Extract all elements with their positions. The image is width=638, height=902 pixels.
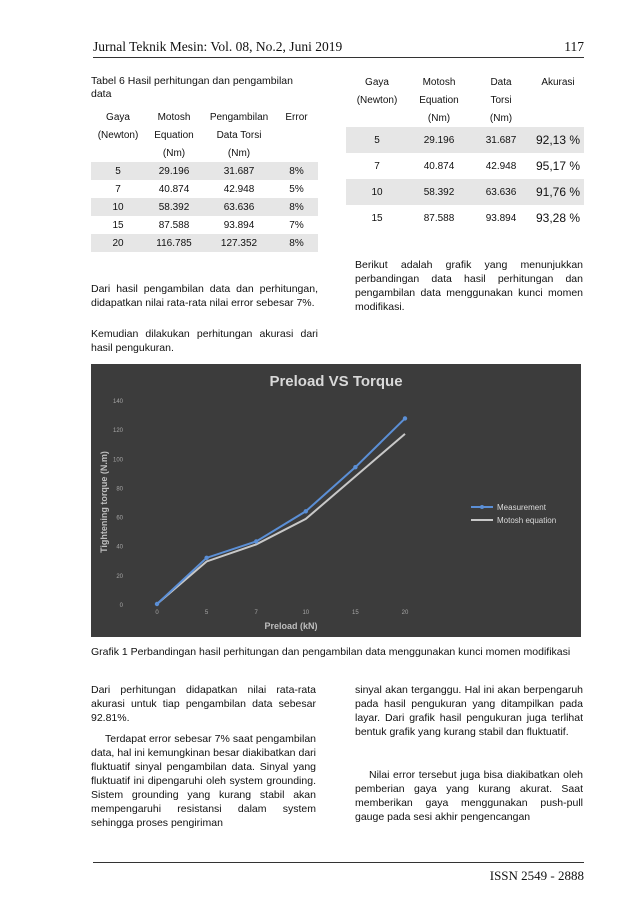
table-row	[91, 216, 318, 234]
table6-header-cell	[91, 144, 145, 162]
table-cell: 8%	[275, 234, 318, 252]
table-cell: 15	[112, 219, 124, 231]
chart-title: Preload VS Torque	[269, 373, 403, 390]
table-cell: 7	[374, 160, 380, 172]
table-cell: 58.392	[408, 179, 470, 205]
table-row	[346, 179, 584, 205]
accuracy-header-cell: (Nm)	[489, 112, 513, 124]
table6-header-cell: (Newton)	[97, 129, 139, 141]
table-cell: 93.894	[485, 212, 517, 224]
accuracy-header-cell: (Nm)	[427, 112, 451, 124]
accuracy-header-cell	[532, 109, 584, 127]
table-cell: 87.588	[423, 212, 455, 224]
y-tick-label: 80	[116, 486, 123, 493]
y-tick-label: 20	[116, 573, 123, 580]
table-row	[346, 127, 584, 153]
accuracy-header-row	[346, 91, 584, 109]
table6-header-cell: (Nm)	[162, 147, 186, 159]
legend-marker	[480, 505, 484, 509]
journal-header: Jurnal Teknik Mesin: Vol. 08, No.2, Juni 2019	[93, 39, 343, 54]
table6-caption: Tabel 6 Hasil perhitungan dan pengambilan data	[91, 75, 293, 100]
legend-label: Motosh equation	[497, 516, 557, 525]
table-cell: 15	[371, 212, 383, 224]
x-tick-label: 20	[401, 610, 409, 616]
table-cell: 10	[346, 179, 408, 205]
accuracy-header-cell	[346, 109, 408, 127]
table-cell: 42.948	[485, 160, 517, 172]
accuracy-header-cell: Data	[490, 76, 512, 88]
x-tick-label: 10	[302, 610, 310, 616]
table-cell: 5%	[289, 183, 304, 195]
accuracy-header-cell: (Newton)	[356, 94, 398, 106]
measurement-point	[254, 539, 258, 543]
accuracy-header-cell: Akurasi	[541, 76, 575, 88]
x-tick-label: 7	[254, 610, 258, 616]
x-tick-label: 5	[204, 610, 209, 616]
table-row	[91, 162, 318, 180]
accuracy-header-cell: Gaya	[365, 76, 389, 88]
header-divider	[93, 57, 584, 58]
y-tick-label: 120	[112, 428, 123, 435]
accuracy-header-cell: Motosh	[422, 76, 456, 88]
table-cell: 8%	[275, 162, 318, 180]
x-tick-label: 0	[155, 610, 159, 616]
table-cell: 63.636	[203, 198, 275, 216]
table-cell: 7%	[289, 219, 304, 231]
table6-header-cell	[275, 126, 318, 144]
measurement-point	[155, 602, 159, 606]
y-tick-label: 140	[112, 399, 123, 405]
table-cell: 116.785	[145, 234, 203, 252]
accuracy-cell: 92,13 %	[532, 127, 584, 153]
series-line-motosh-equation	[157, 434, 405, 604]
table-cell: 10	[91, 198, 145, 216]
y-tick-label: 100	[112, 457, 123, 464]
measurement-point	[403, 416, 407, 420]
y-axis-label: Tightening torque (N.m)	[99, 451, 109, 553]
paragraph-error-average: Dari hasil pengambilan data dan perhitungan, didapatkan nilai rata-rata nilai error sebesar 7%.	[91, 283, 318, 309]
table-cell: 31.687	[203, 162, 275, 180]
chart-panel	[91, 364, 581, 637]
table-cell: 93.894	[223, 219, 255, 231]
table-cell: 29.196	[408, 127, 470, 153]
table-row	[91, 198, 318, 216]
table6-header-cell: Motosh	[157, 111, 191, 123]
table-cell: 58.392	[145, 198, 203, 216]
table-cell: 20	[91, 234, 145, 252]
table6	[91, 108, 318, 252]
table6-header-cell	[275, 144, 318, 162]
accuracy-table	[346, 73, 584, 231]
accuracy-cell: 95,17 %	[535, 158, 581, 173]
table-cell: 40.874	[158, 183, 190, 195]
table-cell: 7	[115, 183, 121, 195]
chart-caption: Grafik 1 Perbandingan hasil perhitungan dan pengambilan data menggunakan kunci momen modifikasi	[91, 646, 571, 658]
table-cell: 8%	[275, 198, 318, 216]
table-cell: 31.687	[470, 127, 532, 153]
footer-divider	[93, 862, 584, 863]
y-tick-label: 60	[116, 515, 123, 522]
accuracy-header-cell: Equation	[419, 94, 459, 106]
table-cell: 42.948	[223, 183, 255, 195]
preload-torque-chart	[91, 364, 581, 637]
table6-header-cell: Gaya	[106, 111, 130, 123]
x-tick-label: 15	[352, 610, 359, 616]
paragraph-force-error: Nilai error tersebut juga bisa diakibatkan oleh pemberian gaya yang kurang akurat. Saat memberikan gaya menggunakan push-pull gauge pada sesi akhir pengencangan	[355, 769, 583, 823]
accuracy-header-cell	[532, 91, 584, 109]
accuracy-cell: 91,76 %	[532, 179, 584, 205]
table6-header-row	[91, 144, 318, 162]
table6-header-cell: Pengambilan	[209, 111, 269, 123]
x-axis-label: Preload (kN)	[264, 621, 318, 631]
table-row	[346, 153, 584, 179]
table-cell: 5	[91, 162, 145, 180]
table-row	[91, 180, 318, 198]
table6-header-cell: Equation	[154, 129, 194, 141]
table-cell: 5	[346, 127, 408, 153]
table6-header-row	[91, 108, 318, 126]
table6-header-cell: Data Torsi	[216, 129, 262, 141]
y-tick-label: 0	[119, 603, 123, 609]
table6-header-row	[91, 126, 318, 144]
paragraph-average-accuracy: Dari perhitungan didapatkan nilai rata-rata akurasi untuk tiap pengambilan data sebesar 92.81%.	[91, 684, 316, 724]
issn-footer: ISSN 2549 - 2888	[489, 868, 584, 883]
accuracy-header-cell: Torsi	[490, 94, 512, 106]
measurement-point	[204, 556, 208, 560]
paragraph-accuracy-intro: Kemudian dilakukan perhitungan akurasi dari hasil pengukuran.	[91, 328, 318, 354]
table-cell: 29.196	[145, 162, 203, 180]
table-cell: 127.352	[203, 234, 275, 252]
accuracy-header-row	[346, 109, 584, 127]
table-cell: 40.874	[423, 160, 455, 172]
table-row	[91, 234, 318, 252]
table-cell: 87.588	[158, 219, 190, 231]
paragraph-signal-effect: sinyal akan terganggu. Hal ini akan berpengaruh pada hasil pengukuran yang ditampilkan pada layar. Dari grafik hasil pengukuran juga terlihat bentuk grafik yang kurang stabil dan fluktuatif.	[355, 684, 583, 738]
series-line-measurement	[157, 418, 405, 604]
table6-header-cell: Error	[285, 111, 308, 123]
table-cell: 63.636	[470, 179, 532, 205]
measurement-point	[304, 509, 308, 513]
accuracy-header-row	[346, 73, 584, 91]
accuracy-cell: 93,28 %	[535, 210, 581, 225]
table6-header-cell: (Nm)	[227, 147, 251, 159]
measurement-point	[353, 465, 357, 469]
paragraph-graph-intro: Berikut adalah grafik yang menunjukkan perbandingan data hasil perhitungan dan pengambilan data menggunakan kunci momen modifikasi.	[355, 259, 583, 313]
legend-label: Measurement	[497, 503, 546, 512]
page-number: 117	[564, 39, 584, 54]
y-tick-label: 40	[116, 544, 123, 551]
paragraph-error-cause: Terdapat error sebesar 7% saat pengambilan data, hal ini kemungkinan besar diakibatkan dari fluktuatif sinyal pengambilan data. Sinyal yang fluktuatif ini dipengaruhi oleh system grounding. Sistem grounding yang kurang stabil akan mempengaruhi resistansi dalam system sehingga proses pengiriman	[91, 733, 316, 829]
table-row	[346, 205, 584, 231]
